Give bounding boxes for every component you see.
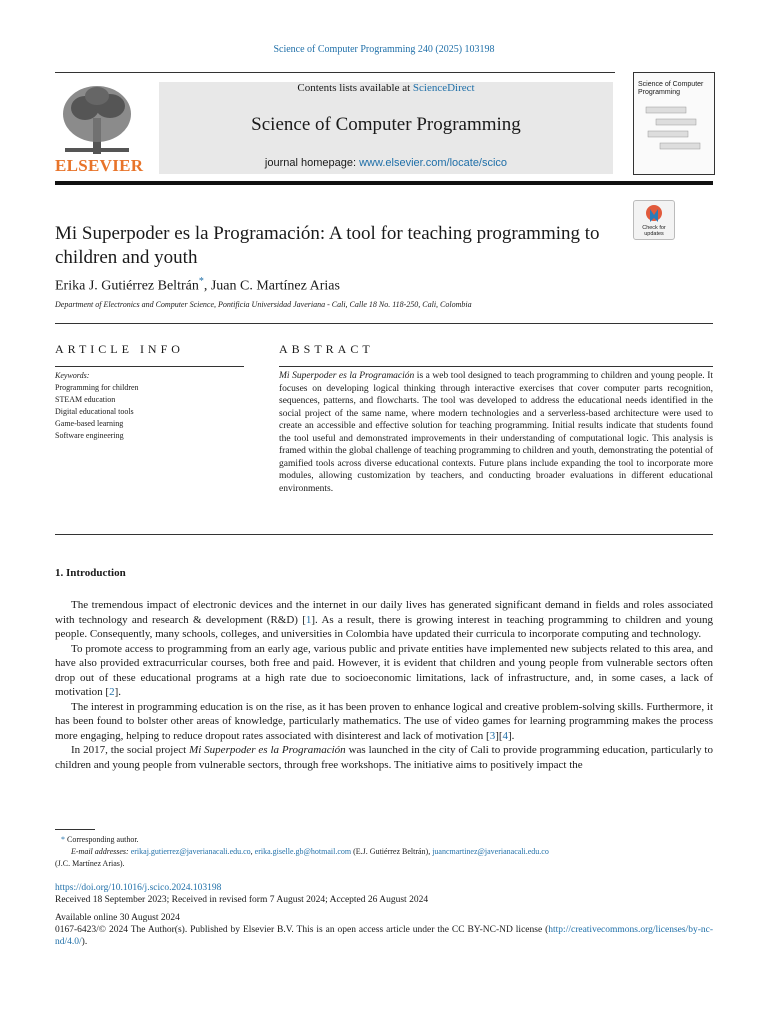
abstract-italic-lead: Mi Superpoder es la Programación xyxy=(279,371,415,381)
abstract-bottom-rule xyxy=(55,534,713,535)
citation-link[interactable]: 3 xyxy=(489,729,496,742)
paragraph: In 2017, the social project Mi Superpoder es la Programación was launched in the city of Cali to provide programming education, particularly to children and young people from vulnerable sectors, through free workshops. The initiative aims to positively impact the xyxy=(55,744,713,771)
title-rule xyxy=(55,323,713,324)
journal-cover-thumbnail[interactable] xyxy=(633,72,715,175)
crossmark-check-for-updates[interactable] xyxy=(633,200,675,240)
header-rule xyxy=(55,72,615,73)
paragraph: The interest in programming education is on the rise, as it has been proven to enhance logical and creative problem-solving skills. Furthermore, it has been found to bolster other areas of knowledge, particularly mathematics. The use of video games for learning programming makes the process more engaging, helping to reduce dropout rates associated with disinterest and lack of motivation [3][4]. xyxy=(55,700,713,742)
affiliation: Department of Electronics and Computer Science, Pontificia Universidad Javeriana - Cali, Calle 18 No. 118-250, Cali, Colombia xyxy=(55,300,472,309)
contents-line xyxy=(159,82,613,94)
email-owner: (J.C. Martínez Arias). xyxy=(55,859,125,868)
abstract-text xyxy=(279,370,713,495)
keyword: Programming for children xyxy=(55,383,139,392)
citation-link[interactable]: 1 xyxy=(305,613,312,626)
article-info-heading: ARTICLE INFO xyxy=(55,342,184,356)
abstract-rule xyxy=(279,366,713,367)
abstract-heading: ABSTRACT xyxy=(279,342,374,356)
citation-link[interactable]: 4 xyxy=(502,729,509,742)
license-statement: 0167-6423/© 2024 The Author(s). Published by Elsevier B.V. This is an open access article under the CC BY-NC-ND license (http://creativecommons.org/licenses/by-nc-nd/4.0/). xyxy=(55,925,713,947)
journal-reference[interactable]: Science of Computer Programming 240 (2025) 103198 xyxy=(273,44,495,55)
received-dates: Received 18 September 2023; Received in revised form 7 August 2024; Accepted 26 August 2024 xyxy=(55,895,429,905)
elsevier-wordmark: ELSEVIER xyxy=(55,156,144,175)
homepage-line xyxy=(159,157,613,169)
keywords-label: Keywords: xyxy=(55,371,90,380)
masthead-thick-rule xyxy=(55,181,713,185)
author-2: Juan C. Martínez Arias xyxy=(210,278,340,294)
email-link[interactable]: erika.giselle.gb@hotmail.com xyxy=(254,847,352,856)
homepage-link[interactable]: www.elsevier.com/locate/scico xyxy=(359,157,508,169)
doi-link[interactable]: https://doi.org/10.1016/j.scico.2024.103198 xyxy=(55,883,222,893)
citation-link[interactable]: 2 xyxy=(109,686,115,698)
abstract-body: is a web tool designed to teach programming to children and young people. It focuses on developing logical thinking through interactive exercises that cover computer parts recognition, sequences, patterns, and flowcharts. The tool was developed to address the educational needs identified in the social project of the same name, where modern technologies and a serverless-based architecture were used to create an accessible and effective solution for teaching programming. Initial results indicate that students found the tool useful and demonstrated improvements in their understanding of computational logic. This analysis is framed within the global challenge of teaching programming to children and youth, demonstrating the potential of gamified tools across diverse educational contexts. Future plans include expanding the tool to incorporate more modules, allowing customization by teachers, and conducting broader evaluations in different educational environments. xyxy=(279,371,713,494)
paragraph: The tremendous impact of electronic devices and the internet in our daily lives has generated significant demand in fields and roles associated with technology and research & development (R&D) [1]. As a result, there is growing interest in teaching programming to children and young people. Consequently, many schools, colleges, and universities in Colombia have updated their curricula to incorporate computing and technology. xyxy=(55,599,713,640)
section-heading-introduction: 1. Introduction xyxy=(55,567,126,579)
corresponding-mark[interactable]: * xyxy=(198,276,204,287)
keywords-list xyxy=(55,382,139,442)
publication-info xyxy=(55,882,713,948)
author-1: Erika J. Gutiérrez Beltrán xyxy=(55,278,199,294)
keyword: STEAM education xyxy=(55,395,116,404)
article-info-rule xyxy=(55,366,244,367)
sciencedirect-link[interactable]: ScienceDirect xyxy=(412,82,475,94)
keyword: Game-based learning xyxy=(55,419,124,428)
footnote-rule xyxy=(55,829,95,830)
paragraph: To promote access to programming from an early age, various public and private entities have implemented new subjects related to this area, and have also provided extracurricular courses, both free and paid. However, it is evident that children and young people from vulnerable sectors often drop out of these educational programs at a high rate due to socioeconomic limitations, lack of infrastructure, and, in some cases, a lack of motivation [2]. xyxy=(55,642,713,698)
email-link[interactable]: juancmartinez@javerianacali.edu.co xyxy=(432,847,549,856)
corresponding-author-note: * Corresponding author. xyxy=(61,835,139,844)
homepage-prefix: journal homepage: xyxy=(264,157,360,169)
keyword: Digital educational tools xyxy=(55,407,134,416)
available-online: Available online 30 August 2024 xyxy=(55,913,180,923)
email-addresses: E-mail addresses: erikaj.gutierrez@javerianacali.edu.co, erika.giselle.gb@hotmail.com (E.J. Gutiérrez Beltrán), juancmartinez@javerianacali.edu.co xyxy=(71,847,549,856)
cover-title: Science of Computer Programming xyxy=(638,81,704,96)
introduction-body xyxy=(55,598,713,772)
keyword: Software engineering xyxy=(55,431,124,440)
paper-title: Mi Superpoder es la Programación: A tool for teaching programming to children and youth xyxy=(55,223,600,268)
email-link[interactable]: erikaj.gutierrez@javerianacali.edu.co xyxy=(130,847,251,856)
cover-graphic-icon xyxy=(642,103,706,163)
authors xyxy=(55,276,340,295)
footnotes xyxy=(55,834,713,870)
author-separator: , xyxy=(203,278,211,294)
crossmark-label: Check for updates xyxy=(642,225,666,237)
contents-prefix: Contents lists available at xyxy=(297,82,413,94)
crossmark-icon xyxy=(645,204,663,224)
license-link[interactable]: http://creativecommons.org/licenses/by-nc-nd/4.0/ xyxy=(55,925,713,947)
journal-name: Science of Computer Programming xyxy=(251,114,521,135)
